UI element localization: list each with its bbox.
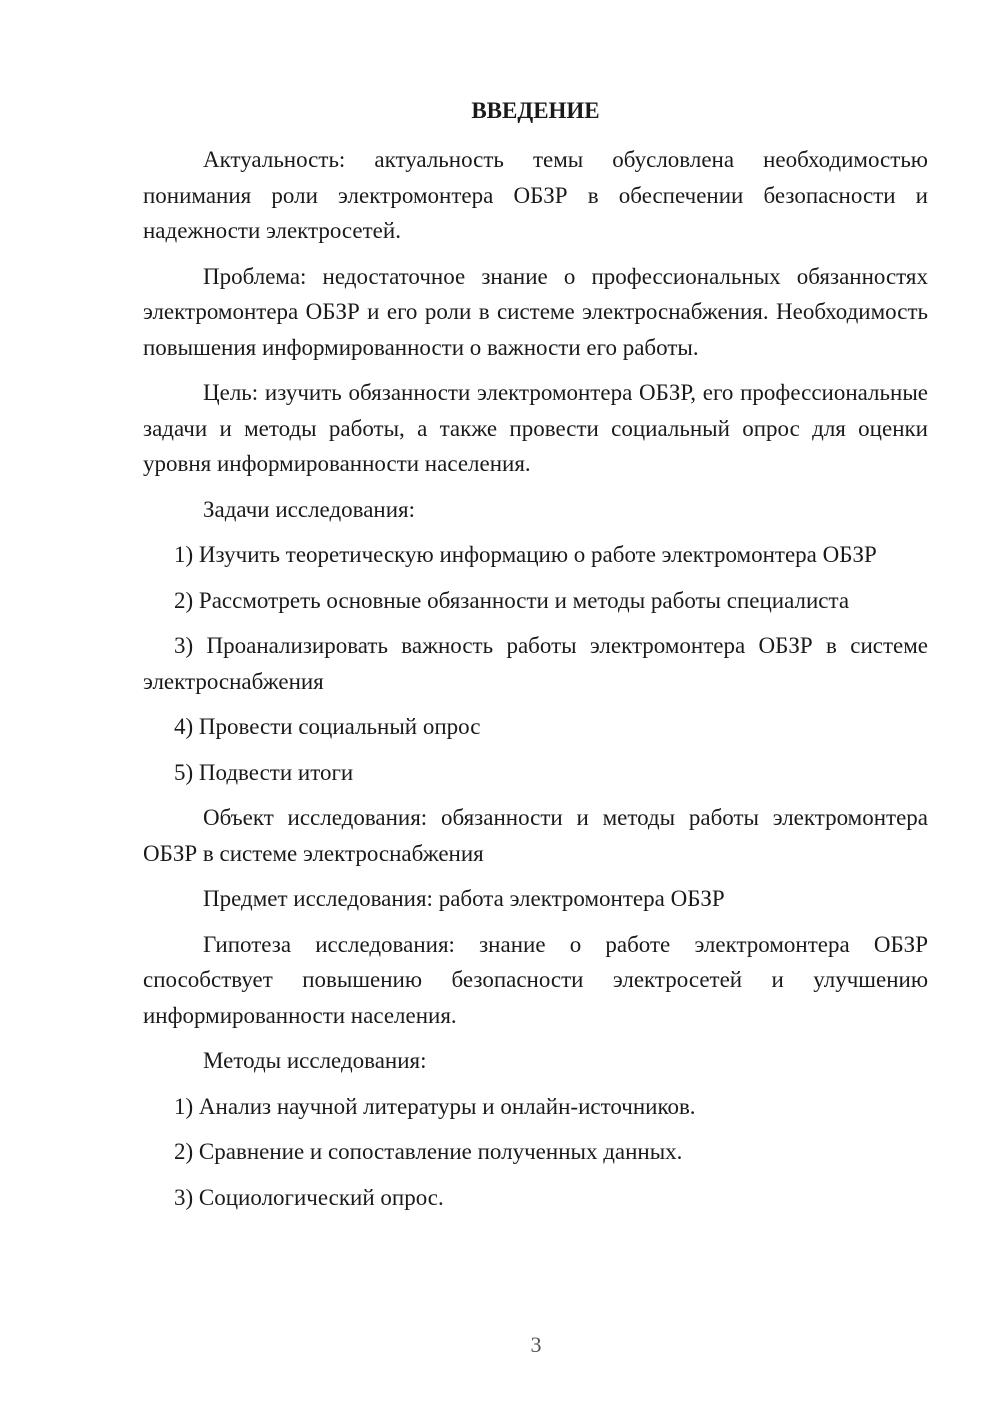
task-item: 4) Провести социальный опрос	[174, 714, 481, 739]
object-paragraph: Объект исследования: обязанности и методы работы электромонтера ОБЗР в системе электроснабжения	[143, 805, 928, 866]
task-item: 2) Рассмотреть основные обязанности и методы работы специалиста	[174, 587, 850, 613]
method-item: 3) Социологический опрос.	[174, 1184, 444, 1210]
goal-paragraph: Цель: изучить обязанности электромонтера ОБЗР, его профессиональные задачи и методы работы, а также провести социальный опрос для оценки уровня информированности населения.	[143, 380, 928, 476]
methods-heading: Методы исследования:	[203, 1048, 427, 1073]
method-item: 2) Сравнение и сопоставление полученных данных.	[174, 1139, 683, 1164]
tasks-heading: Задачи исследования:	[203, 496, 416, 522]
page-content	[143, 94, 928, 1225]
task-item: 5) Подвести итоги	[174, 759, 354, 785]
page-title: ВВЕДЕНИЕ	[471, 98, 600, 123]
page-number: 3	[530, 1332, 542, 1357]
relevance-paragraph: Актуальность: актуальность темы обусловлена необходимостью понимания роли электромонтера ОБЗР в обеспечении безопасности и надежности электросетей.	[143, 147, 928, 243]
hypothesis-paragraph: Гипотеза исследования: знание о работе электромонтера ОБЗР способствует повышению безопасности электросетей и улучшению информированности населения.	[143, 931, 928, 1028]
subject-paragraph: Предмет исследования: работа электромонтера ОБЗР	[203, 886, 725, 911]
task-item: 1) Изучить теоретическую информацию о работе электромонтера ОБЗР	[174, 542, 877, 567]
task-item: 3) Проанализировать важность работы электромонтера ОБЗР в системе электроснабжения	[143, 633, 928, 694]
problem-paragraph: Проблема: недостаточное знание о профессиональных обязанностях электромонтера ОБЗР и его роли в системе электроснабжения. Необходимость повышения информированности о важности его работы.	[143, 263, 928, 360]
method-item: 1) Анализ научной литературы и онлайн-источников.	[174, 1093, 696, 1119]
